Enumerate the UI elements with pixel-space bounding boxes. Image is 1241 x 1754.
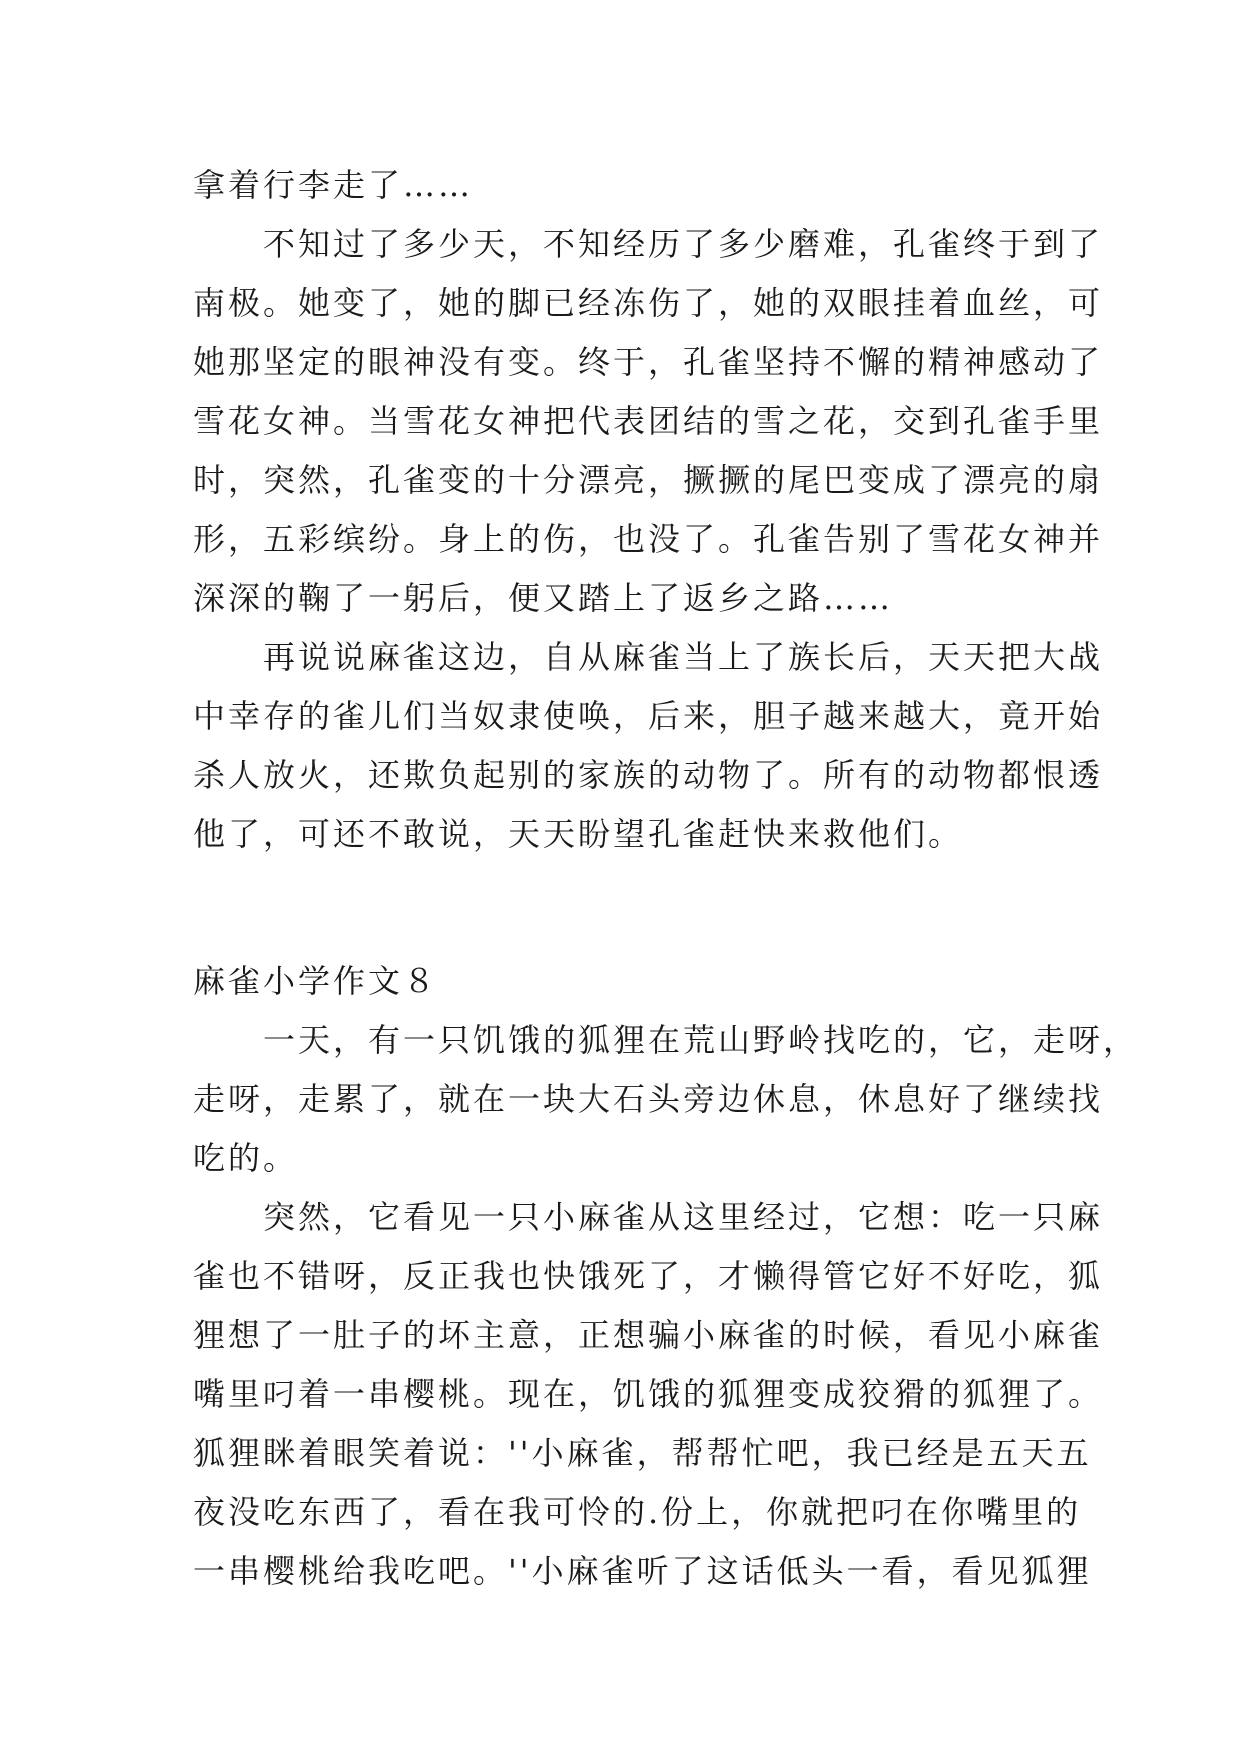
text-line: 中幸存的雀儿们当奴隶使唤，后来，胆子越来越大，竟开始	[193, 697, 1104, 735]
text-line: 杀人放火，还欺负起别的家族的动物了。所有的动物都恨透	[193, 756, 1104, 794]
text-line: 深深的鞠了一躬后，便又踏上了返乡之路……	[193, 579, 894, 617]
text-line: 狸想了一肚子的坏主意，正想骗小麻雀的时候，看见小麻雀	[193, 1316, 1104, 1354]
text-line: 雪花女神。当雪花女神把代表团结的雪之花，交到孔雀手里	[193, 402, 1104, 440]
paragraph	[193, 156, 1073, 215]
text-line: 时，突然，孔雀变的十分漂亮，撅撅的尾巴变成了漂亮的扇	[193, 461, 1104, 499]
text-line: 南极。她变了，她的脚已经冻伤了，她的双眼挂着血丝，可	[193, 284, 1104, 322]
text-line: 拿着行李走了……	[193, 166, 474, 204]
text-line: 一天，有一只饥饿的狐狸在荒山野岭找吃的，它，走呀，	[263, 1021, 1139, 1059]
paragraph	[193, 215, 1104, 628]
text-line: 夜没吃东西了，看在我可怜的.份上，你就把叼在你嘴里的	[193, 1493, 1082, 1531]
text-line: 走呀，走累了，就在一块大石头旁边休息，休息好了继续找	[193, 1080, 1104, 1118]
paragraph	[193, 628, 1104, 864]
text-line: 突然，它看见一只小麻雀从这里经过，它想：吃一只麻	[263, 1198, 1104, 1236]
text-line: 形，五彩缤纷。身上的伤，也没了。孔雀告别了雪花女神并	[193, 520, 1104, 558]
section-title: 麻雀小学作文８	[193, 962, 439, 1000]
text-line: 她那坚定的眼神没有变。终于，孔雀坚持不懈的精神感动了	[193, 343, 1104, 381]
text-line: 吃的。	[193, 1139, 299, 1177]
text-line: 他了，可还不敢说，天天盼望孔雀赶快来救他们。	[193, 815, 964, 853]
paragraph	[193, 1011, 1139, 1188]
text-line: 雀也不错呀，反正我也快饿死了，才懒得管它好不好吃，狐	[193, 1257, 1104, 1295]
text-line: 再说说麻雀这边，自从麻雀当上了族长后，天天把大战	[263, 638, 1104, 676]
paragraph	[193, 1188, 1104, 1601]
document-body	[193, 156, 1139, 1601]
section-gap	[193, 864, 1073, 952]
text-line: 狐狸眯着眼笑着说：''小麻雀，帮帮忙吧，我已经是五天五	[193, 1434, 1092, 1472]
text-line: 嘴里叼着一串樱桃。现在，饥饿的狐狸变成狡猾的狐狸了。	[193, 1375, 1104, 1413]
text-line: 不知过了多少天，不知经历了多少磨难，孔雀终于到了	[263, 225, 1104, 263]
text-line: 一串樱桃给我吃吧。''小麻雀听了这话低头一看，看见狐狸	[193, 1552, 1092, 1590]
